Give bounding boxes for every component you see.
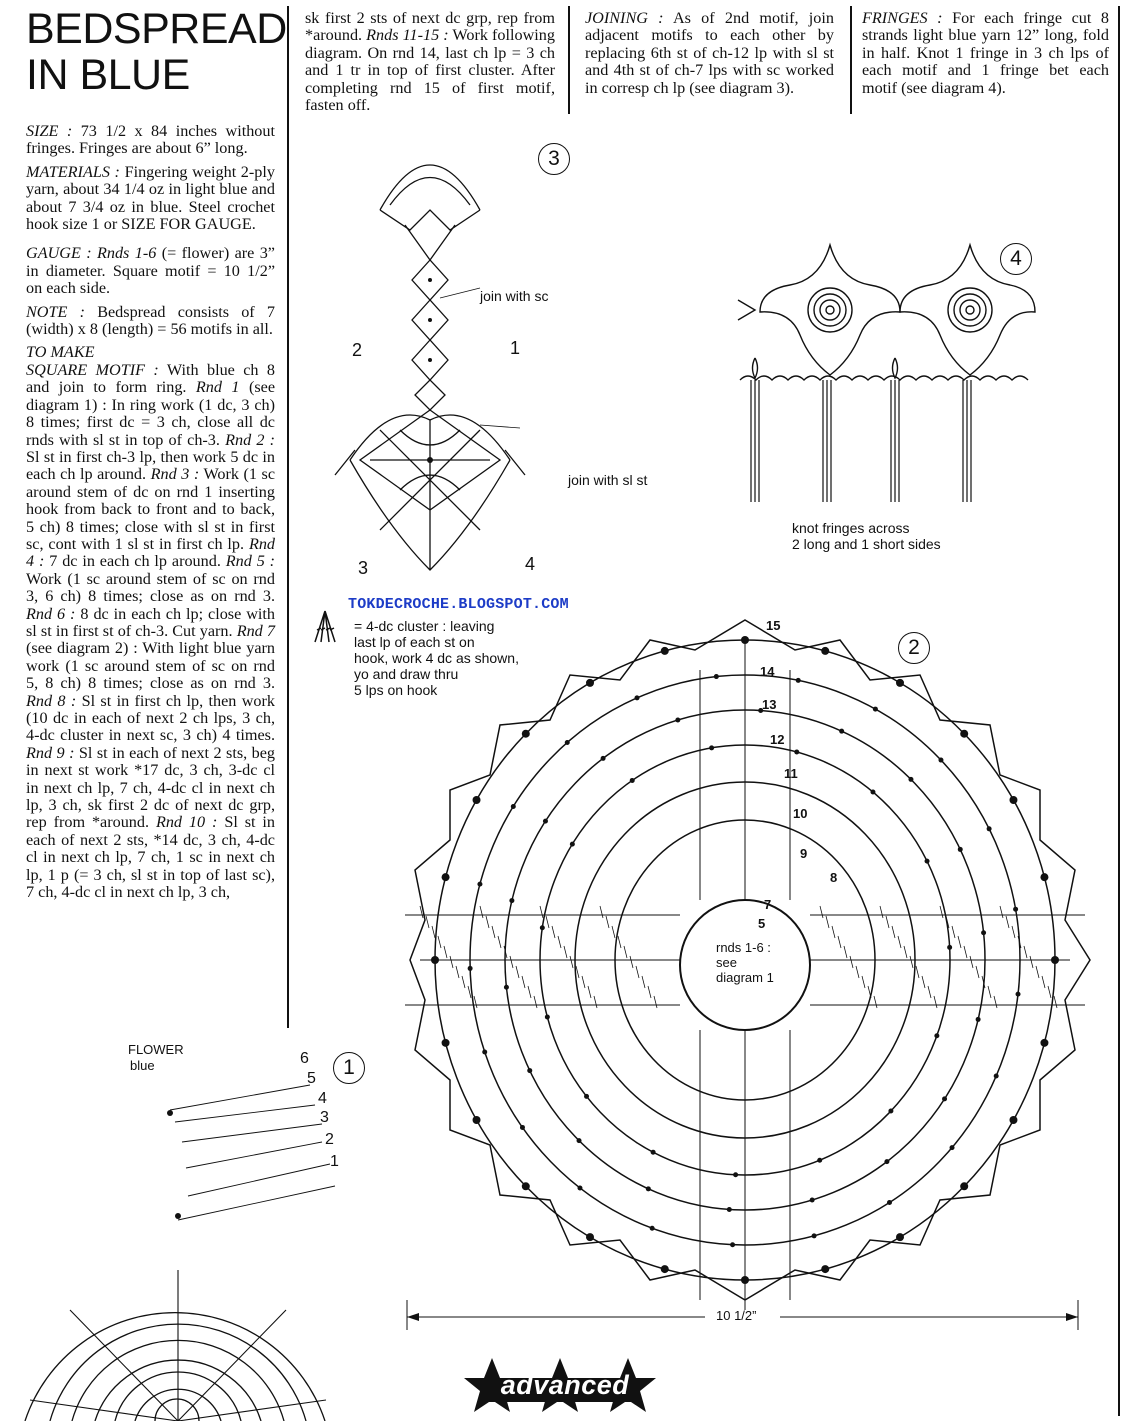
stitch-mark [892,926,895,938]
picot-dot [888,1109,893,1114]
stitch-mark [438,936,441,948]
picot-dot [520,1125,525,1130]
rnd-10-text: Sl st in each of next 2 sts, *14 dc, 3 ch, 4-dc cl in next ch lp, 7 ch, 1 sc in next ch lp, 1 p (= 3 ch, sl st in top of last sc), 7 ch, 4-dc cl in next ch lp, 3 ch, [26,813,276,902]
fringes-label: FRINGES : [862,9,943,27]
stitch-mark [546,916,549,928]
picot-dot [473,1116,481,1124]
stitch-mark [630,956,633,968]
picot-dot [1040,873,1048,881]
picot-dot [994,1074,999,1079]
round-label-10: 10 [793,806,808,821]
rnd-3-text: Work (1 sc around stem of dc on rnd 1 inserting hook from back to front and to back, 5 ch) 8 times; close with sl st in first sc, cont with 1 sl st in first ch lp. [26,465,276,553]
square-motif-paragraph [26,362,275,902]
round-label-8: 8 [830,870,838,885]
legend-line-1: = 4-dc cluster : leaving [354,618,495,634]
stitch-mark [498,936,501,948]
picot-dot [960,730,968,738]
rnd-9-text: Sl st in each of next 2 sts, beg in next st work *17 dc, 3 ch, 3-dc cl in next ch lp, 7 ch, 4-dc cl in next ch lp, 3 ch, sk first 2 dc of next dc grp, rep from *around. [26,743,276,832]
picot-dot [1013,907,1018,912]
stitch-mark [898,936,901,948]
joining-paragraph [585,10,834,97]
diagram-2-center-label [716,940,774,985]
round-label-7: 7 [764,897,772,912]
picot-dot [543,819,548,824]
picot-dot [586,679,594,687]
diagram-4-number: 4 [1000,243,1032,275]
stitch-mark [576,966,579,978]
picot-dot [709,745,714,750]
stitch-mark [958,936,961,948]
stitch-mark [862,976,865,988]
stitch-mark [976,966,979,978]
flower-label-line-1: FLOWER [128,1042,184,1057]
stitch-mark [522,976,525,988]
stitch-mark [444,946,447,958]
stitch-mark [528,986,531,998]
rnd-6-text: 8 dc in each ch lp; close with sl st in first st of ch-3. Cut yarn. [26,604,276,640]
stitch-mark [618,936,621,948]
square-motif-label: SQUARE MOTIF : [26,360,159,379]
picot-dot [468,966,473,971]
picot-dot [431,956,439,964]
stitch-mark [952,926,955,938]
picot-dot [565,740,570,745]
picot-dot [545,1014,550,1019]
rnds-11-15-text: Work following diagram. On rnd 14, last ch lp = 3 ch and 1 tr in top of first cluster. After completing rnd 15 of first motif, fasten off. [305,26,555,115]
stitch-mark [582,976,585,988]
diagram-1-number: 1 [333,1052,365,1084]
stitch-mark [886,916,889,928]
round-label-15: 15 [766,618,781,633]
stitch-mark [510,956,513,968]
stitch-mark [1030,956,1033,968]
page-title [26,6,287,98]
title-line-1: BEDSPREAD [26,5,287,53]
joining-label: JOINING : [585,9,664,27]
quadrant-2-label: 2 [352,340,363,360]
rnd-3-label: Rnd 3 : [150,465,200,484]
stitch-mark [964,946,967,958]
stitch-mark [552,926,555,938]
title-line-2: IN BLUE [26,51,190,99]
round-label-12: 12 [770,732,785,747]
column-divider [850,6,852,114]
picot-dot [796,678,801,683]
stitch-mark [874,996,877,1008]
stitch-mark [868,986,871,998]
stitch-mark [516,966,519,978]
dimension-label: 10 1/2” [716,1308,757,1323]
stitch-mark [1006,916,1009,928]
caption-line-1: knot fringes across [792,520,910,536]
stitch-mark [654,996,657,1008]
picot-dot [584,1094,589,1099]
round-label-1: 1 [330,1153,339,1170]
rnd-2-label: Rnd 2 : [225,430,276,449]
picot-dot [442,873,450,881]
legend-line-2: last lp of each st on [354,634,475,650]
stitch-mark [636,966,639,978]
stitch-mark [922,976,925,988]
stitch-mark [916,966,919,978]
picot-dot [987,826,992,831]
rnd-8-label: Rnd 8 : [26,691,77,710]
picot-dot [976,1017,981,1022]
fringes-text: For each fringe cut 8 strands light blue yarn 12” long, fold in half. Knot 1 fringe in 3 ch lps of each motif and 1 fringe bet each motif (see diagram 4). [862,9,1110,97]
stitch-mark [588,986,591,998]
flower-label-line-2: blue [130,1058,155,1073]
stitch-mark [826,916,829,928]
legend-line-5: 5 lps on hook [354,682,438,698]
picot-dot [741,1276,749,1284]
stitch-mark [486,916,489,928]
round-label-3: 3 [320,1109,329,1126]
flower-label [128,1042,184,1074]
gauge-text: (= flower) are 3” in diameter. Square motif = 10 1/2” on each side. [26,244,275,298]
note-paragraph [26,304,275,339]
stitch-mark [1036,966,1039,978]
picot-dot [950,1145,955,1150]
picot-dot [509,898,514,903]
picot-dot [741,636,749,644]
round-label-4: 4 [318,1090,327,1107]
size-text: 73 1/2 x 84 inches without fringes. Fringes are about 6” long. [26,122,275,158]
rnd-1-label: Rnd 1 [195,378,240,397]
blog-watermark: TOKDECROCHE.BLOGSPOT.COM [348,596,569,613]
stitch-mark [844,946,847,958]
stitch-mark [606,916,609,928]
picot-dot [650,1226,655,1231]
stitch-mark [624,946,627,958]
stitch-mark [838,936,841,948]
rnd-5-text: Work (1 sc around stem of sc on rnd 3, 6 ch) 8 times; close as on rnd 3. [26,569,275,606]
picot-dot [651,1150,656,1155]
stitch-mark [1042,976,1045,988]
quadrant-1-label: 1 [510,338,521,358]
stitch-mark [928,986,931,998]
round-label-14: 14 [760,664,775,679]
round-label-2: 2 [325,1131,334,1148]
stitch-mark [492,926,495,938]
rnd-10-continued [305,10,555,114]
fringes-paragraph [862,10,1109,97]
picot-dot [1009,1116,1017,1124]
round-label-11: 11 [784,766,798,781]
picot-dot [504,985,509,990]
picot-dot [675,717,680,722]
stitch-mark [910,956,913,968]
round-label-5: 5 [307,1070,316,1087]
instructions-column-2 [305,10,555,120]
to-make-label: TO MAKE [26,343,95,362]
picot-dot [1051,956,1059,964]
picot-dot [810,1198,815,1203]
stitch-mark [1012,926,1015,938]
size-paragraph [26,123,275,158]
stitch-mark [820,906,823,918]
stitch-mark [456,966,459,978]
rnd-8-text: Sl st in first ch lp, then work (10 dc in each of next 2 ch lps, 3 ch, 4-dc cluster in next sc, 3 ch) 4 times. [26,691,275,745]
gauge-label: GAUGE : Rnds 1-6 [26,244,157,263]
picot-dot [661,647,669,655]
join-sl-st-label: join with sl st [568,472,648,488]
picot-dot [794,749,799,754]
picot-dot [896,679,904,687]
to-make-heading [26,344,275,361]
rnd-5-label: Rnd 5 : [225,552,276,571]
picot-dot [821,1265,829,1273]
picot-dot [540,925,545,930]
center-line-1: rnds 1-6 : [716,940,771,955]
quadrant-4-label: 4 [525,554,536,574]
rnd-7-label: Rnd 7 [236,621,275,640]
stitch-mark [564,946,567,958]
picot-dot [570,842,575,847]
picot-dot [727,1207,732,1212]
stitch-mark [570,956,573,968]
picot-dot [958,847,963,852]
stitch-mark [1000,906,1003,918]
size-label: SIZE : [26,122,73,140]
picot-dot [527,1068,532,1073]
instructions-column-4 [862,10,1109,103]
rnd-2-text: Sl st in first ch-3 lp, then work 5 dc in each ch lp around. [26,447,275,484]
picot-dot [870,790,875,795]
round-label-5: 5 [758,916,766,931]
picot-dot [646,1186,651,1191]
picot-dot [934,1033,939,1038]
join-sc-label: join with sc [480,288,549,304]
picot-dot [812,1233,817,1238]
picot-dot [714,674,719,679]
stitch-mark [1048,986,1051,998]
stitch-mark [426,916,429,928]
diagram-3-number: 3 [538,143,570,175]
picot-dot [477,882,482,887]
picot-dot [730,1242,735,1247]
column-divider [287,6,289,1028]
picot-dot [925,859,930,864]
stitch-mark [534,996,537,1008]
picot-dot [586,1233,594,1241]
stitch-mark [540,906,543,918]
rnd-10-continued-text: sk first 2 sts of next dc grp, rep from *around. [305,9,555,45]
note-text: Bedspread consists of 7 (width) x 8 (length) = 56 motifs in all. [26,302,275,339]
column-divider [1118,6,1120,1416]
stitch-mark [904,946,907,958]
picot-dot [661,1265,669,1273]
stitch-mark [600,906,603,918]
round-label-6: 6 [300,1050,309,1067]
stitch-mark [850,956,853,968]
stitch-mark [648,986,651,998]
picot-dot [947,945,952,950]
picot-dot [908,777,913,782]
stitch-mark [1024,946,1027,958]
stitch-mark [934,996,937,1008]
picot-dot [601,756,606,761]
diagram-4-fringes [730,240,1040,510]
instructions-column-1 [26,123,275,907]
caption-line-2: 2 long and 1 short sides [792,536,941,552]
stitch-mark [612,926,615,938]
diagram-4-caption [792,520,941,552]
gauge-paragraph [26,245,275,297]
stitch-mark [480,906,483,918]
picot-dot [522,730,530,738]
picot-dot [884,1159,889,1164]
picot-dot [733,1172,738,1177]
column-divider [568,6,570,114]
difficulty-badge: advanced [500,1370,630,1400]
materials-paragraph [26,164,275,234]
rnd-4-label: Rnd 4 : [26,534,276,571]
rnd-1-text: (see diagram 1) : In ring work (1 dc, 3 ch) 8 times; first dc = 3 ch, close all dc rnds with sl st in top of ch-3. [26,378,276,449]
round-label-9: 9 [800,846,808,861]
picot-dot [511,804,516,809]
picot-dot [821,647,829,655]
center-line-2: see [716,955,737,970]
rnd-9-label: Rnd 9 : [26,743,75,762]
picot-dot [938,758,943,763]
picot-dot [960,1182,968,1190]
quadrant-3-label: 3 [358,558,369,578]
stitch-mark [970,956,973,968]
picot-dot [1016,992,1021,997]
note-label: NOTE : [26,302,85,321]
picot-dot [887,1200,892,1205]
rnd-4-text: 7 dc in each ch lp around. [49,552,221,571]
picot-dot [839,729,844,734]
picot-dot [630,778,635,783]
picot-dot [442,1039,450,1047]
stitch-mark [642,976,645,988]
stitch-mark [594,996,597,1008]
rnd-10-label: Rnd 10 : [155,813,218,832]
picot-dot [896,1233,904,1241]
materials-label: MATERIALS : [26,162,120,181]
picot-dot [873,707,878,712]
stitch-mark [450,956,453,968]
stitch-mark [1054,996,1057,1008]
legend-line-4: yo and draw thru [354,666,459,682]
instructions-column-3 [585,10,834,103]
stitch-mark [994,996,997,1008]
square-motif-text: With blue ch 8 and join to form ring. [26,360,275,397]
picot-dot [1040,1039,1048,1047]
rnd-6-label: Rnd 6 : [26,604,76,623]
center-line-3: diagram 1 [716,970,774,985]
diagram-3-joining [320,130,580,600]
rnds-11-15-label: Rnds 11-15 : [366,26,449,45]
stitch-mark [832,926,835,938]
joining-text: As of 2nd motif, join adjacent motifs to each other by replacing 6th st of ch-12 lp with sl st and 4th st of ch-7 lps with sc worked in corresp ch lp (see diagram 3). [585,9,834,97]
stitch-mark [940,906,943,918]
picot-dot [634,695,639,700]
diagram-1-flower [10,1080,340,1421]
picot-dot [1009,796,1017,804]
diagram-2-number: 2 [898,632,930,664]
stitch-mark [880,906,883,918]
cluster-symbol-icon [312,608,338,644]
stitch-mark [988,986,991,998]
round-label-13: 13 [762,697,777,712]
rnd-7-text: (see diagram 2) : With light blue yarn work (1 sc around stem of sc on rnd 5, 8 ch) 8 times; close as on rnd 3. [26,639,275,693]
stitch-mark [462,976,465,988]
stitch-mark [432,926,435,938]
picot-dot [577,1185,582,1190]
picot-dot [522,1182,530,1190]
picot-dot [473,796,481,804]
materials-text: Fingering weight 2-ply yarn, about 34 1/4 oz in light blue and about 7 3/4 oz in blue. Steel crochet hook size 1 or SIZE FOR GAUGE. [26,162,275,234]
stitch-mark [856,966,859,978]
picot-dot [981,930,986,935]
picot-dot [942,1096,947,1101]
stitch-mark [558,936,561,948]
picot-dot [482,1050,487,1055]
picot-dot [817,1158,822,1163]
stitch-mark [474,996,477,1008]
picot-dot [577,1138,582,1143]
legend-line-3: hook, work 4 dc as shown, [354,650,519,666]
